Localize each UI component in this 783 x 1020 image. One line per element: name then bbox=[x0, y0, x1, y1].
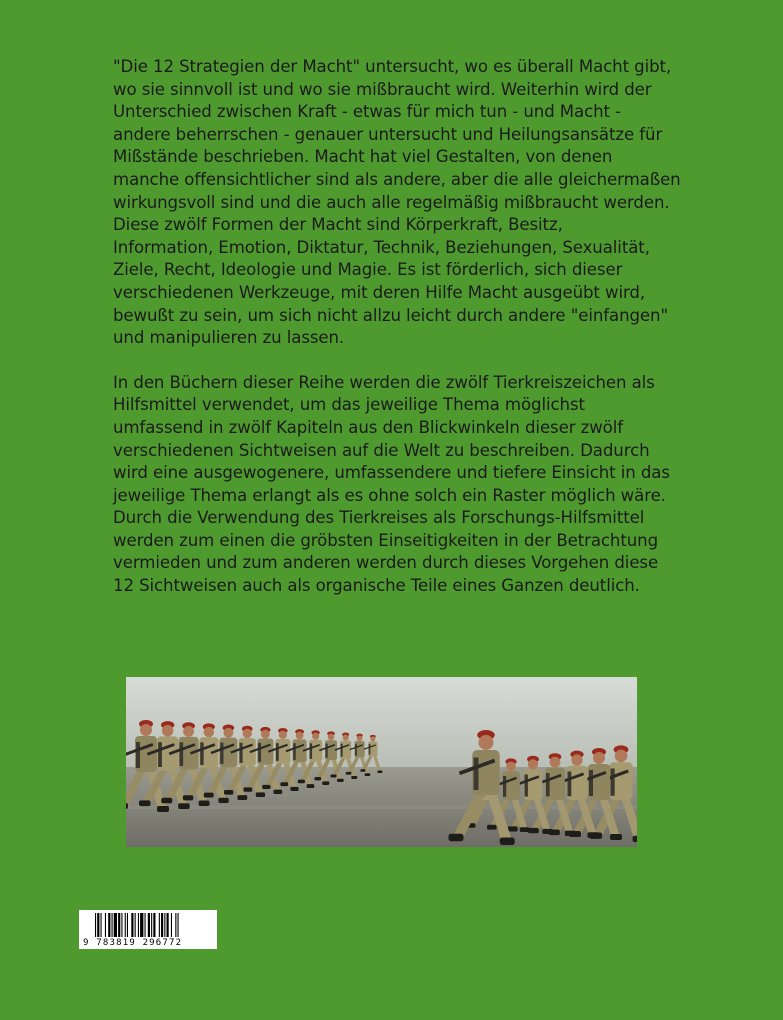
soldier-part bbox=[183, 795, 193, 800]
soldier-part bbox=[520, 827, 530, 832]
barcode-bar bbox=[140, 913, 143, 937]
blurb-paragraph-1: "Die 12 Strategien der Macht" untersucht, wo es überall Macht gibt, wo sie sinnvoll ist und wo sie mißbraucht wird. Weiterhin wird der Unterschied zwischen Kraft - etwas für mich tun - und Macht - andere beherrschen - genauer untersucht und Heilungsansätze für Mißstände beschrieben. Macht hat viel Gestalten, von denen manche offensichtlicher sind als andere, aber die alle gleichermaßen wirkungsvoll sind und die auch alle regelmäßig mißbraucht werden. Diese zwölf Formen der Macht sind Körperkraft, Besitz, Information, Emotion, Diktatur, Technik, Beziehungen, Sexualität, Ziele, Recht, Ideologie und Magie. Es ist förderlich, sich dieser verschiedenen Werkzeuge, mit deren Hilfe Macht ausgeübt wird, bewußt zu sein, um sich nicht allzu leicht durch andere "einfangen" und manipulieren zu lassen. bbox=[113, 57, 681, 348]
soldier-part bbox=[565, 831, 576, 836]
soldier-part bbox=[322, 781, 329, 785]
barcode-bar bbox=[131, 913, 133, 937]
soldier-part bbox=[331, 774, 337, 777]
soldiers-illustration bbox=[126, 677, 637, 847]
barcode-bar bbox=[178, 913, 179, 937]
barcode-bar bbox=[112, 913, 113, 937]
soldier-part bbox=[346, 772, 352, 775]
soldier-part bbox=[162, 725, 173, 736]
soldier-part bbox=[223, 728, 233, 738]
soldier-part bbox=[479, 735, 494, 750]
soldier-part bbox=[279, 731, 287, 739]
barcode-bar bbox=[159, 913, 160, 937]
marching-soldiers-photo bbox=[126, 677, 637, 847]
soldier-part bbox=[328, 734, 335, 741]
barcode-bar bbox=[175, 913, 176, 937]
barcode-bar bbox=[161, 913, 163, 937]
soldier-part bbox=[240, 743, 243, 763]
barcode-bar bbox=[138, 913, 139, 937]
soldier-part bbox=[449, 834, 464, 842]
soldier-part bbox=[357, 736, 363, 742]
soldier-part bbox=[204, 727, 214, 737]
soldier-part bbox=[293, 743, 296, 760]
soldier-part bbox=[273, 790, 282, 794]
soldier-part bbox=[611, 769, 615, 796]
barcode-bar bbox=[171, 913, 172, 937]
soldier-part bbox=[290, 787, 298, 791]
barcode-bar bbox=[105, 913, 106, 937]
soldier-part bbox=[377, 771, 382, 773]
soldier-part bbox=[500, 838, 515, 846]
soldier-part bbox=[508, 826, 518, 831]
soldier-part bbox=[200, 742, 203, 764]
soldier-part bbox=[369, 744, 371, 755]
soldier-part bbox=[310, 743, 312, 758]
soldier-part bbox=[487, 825, 497, 830]
soldier-part bbox=[365, 773, 371, 776]
soldier-part bbox=[525, 775, 528, 797]
soldier-part bbox=[296, 732, 304, 740]
soldier-part bbox=[370, 736, 375, 741]
soldier-part bbox=[237, 795, 247, 800]
soldier-part bbox=[157, 806, 169, 812]
soldier-part bbox=[528, 759, 538, 769]
soldier-part bbox=[244, 787, 253, 791]
soldier-part bbox=[337, 779, 344, 782]
barcode-bar bbox=[167, 913, 169, 937]
barcode-bar bbox=[101, 913, 102, 937]
soldier-part bbox=[204, 793, 214, 798]
soldier-part bbox=[220, 743, 223, 764]
soldier-part bbox=[262, 785, 270, 789]
soldier-part bbox=[136, 742, 140, 768]
soldier-part bbox=[633, 836, 637, 842]
soldier-part bbox=[307, 784, 315, 788]
soldier-part bbox=[280, 782, 288, 786]
soldier-part bbox=[568, 772, 572, 797]
soldier-part bbox=[615, 750, 628, 763]
soldier-part bbox=[224, 790, 233, 795]
soldier-part bbox=[139, 800, 150, 806]
soldier-part bbox=[158, 742, 162, 767]
soldier-part bbox=[180, 742, 184, 766]
soldier-part bbox=[258, 743, 261, 762]
soldier-part bbox=[587, 832, 598, 838]
soldier-part bbox=[276, 743, 279, 761]
isbn-barcode bbox=[79, 910, 217, 949]
barcode-bar bbox=[114, 913, 117, 937]
soldier-part bbox=[610, 834, 622, 840]
soldier-part bbox=[183, 726, 194, 737]
soldier-part bbox=[178, 803, 189, 809]
blurb-paragraph-2: In den Büchern dieser Reihe werden die zwölf Tierkreiszeichen als Hilfsmittel verwendet, um das jeweilige Thema möglichst umfassend in zwölf Kapiteln aus den Blickwinkeln dieser zwölf verschiedenen Sichtweisen auf die Welt zu beschreiben. Dadurch wird eine ausgewogenere, umfassendere und tiefere Einsicht in das jeweilige Thema erlangt als es ohne solch ein Raster möglich wäre. Durch die Verwendung des Tierkreises als Forschungs-Hilfsmittel werden zum einen die gröbsten Einseitigkeiten in der Betrachtung vermieden und zum anderen werden durch dieses Vorgehen diese 12 Sichtweisen auch als organische Teile eines Ganzen deutlich. bbox=[113, 372, 670, 596]
soldier-part bbox=[218, 798, 228, 803]
isbn-number: 9 783819 296772 bbox=[83, 938, 183, 948]
soldier-part bbox=[199, 801, 210, 806]
barcode-bar bbox=[148, 913, 150, 937]
soldier-part bbox=[528, 828, 539, 833]
soldier-part bbox=[542, 829, 552, 834]
barcode-bar bbox=[108, 913, 110, 937]
soldier-part bbox=[593, 752, 605, 764]
soldier-part bbox=[546, 773, 550, 796]
barcode-bar bbox=[135, 913, 136, 937]
soldier-part bbox=[312, 733, 319, 740]
soldier-part bbox=[360, 769, 365, 771]
soldier-part bbox=[298, 780, 305, 784]
barcode-bar bbox=[95, 913, 96, 937]
barcode-bar bbox=[151, 913, 152, 937]
barcode-bar bbox=[97, 913, 99, 937]
soldier-part bbox=[503, 776, 506, 797]
soldier-part bbox=[161, 798, 172, 803]
barcode-bar bbox=[153, 913, 155, 937]
back-cover-blurb bbox=[113, 56, 683, 598]
soldier-part bbox=[355, 744, 357, 756]
soldier-part bbox=[343, 735, 349, 741]
soldier-part bbox=[474, 758, 479, 791]
soldier-part bbox=[571, 754, 582, 765]
soldier-part bbox=[140, 724, 152, 736]
soldier-part bbox=[261, 730, 270, 739]
barcode-bar bbox=[125, 913, 126, 937]
soldier-part bbox=[326, 744, 328, 758]
soldier-part bbox=[243, 729, 252, 738]
barcode-bars bbox=[79, 910, 217, 938]
soldier-part bbox=[341, 744, 343, 757]
barcode-bar bbox=[164, 913, 165, 937]
soldier-part bbox=[589, 770, 593, 796]
barcode-bar bbox=[127, 913, 128, 937]
soldier-part bbox=[256, 792, 265, 797]
soldier-part bbox=[351, 776, 357, 779]
barcode-bar bbox=[121, 913, 122, 937]
barcode-bar bbox=[145, 913, 146, 937]
soldier-part bbox=[550, 757, 561, 768]
barcode-bar bbox=[118, 913, 120, 937]
soldier-part bbox=[506, 762, 516, 772]
soldier-part bbox=[315, 777, 322, 780]
